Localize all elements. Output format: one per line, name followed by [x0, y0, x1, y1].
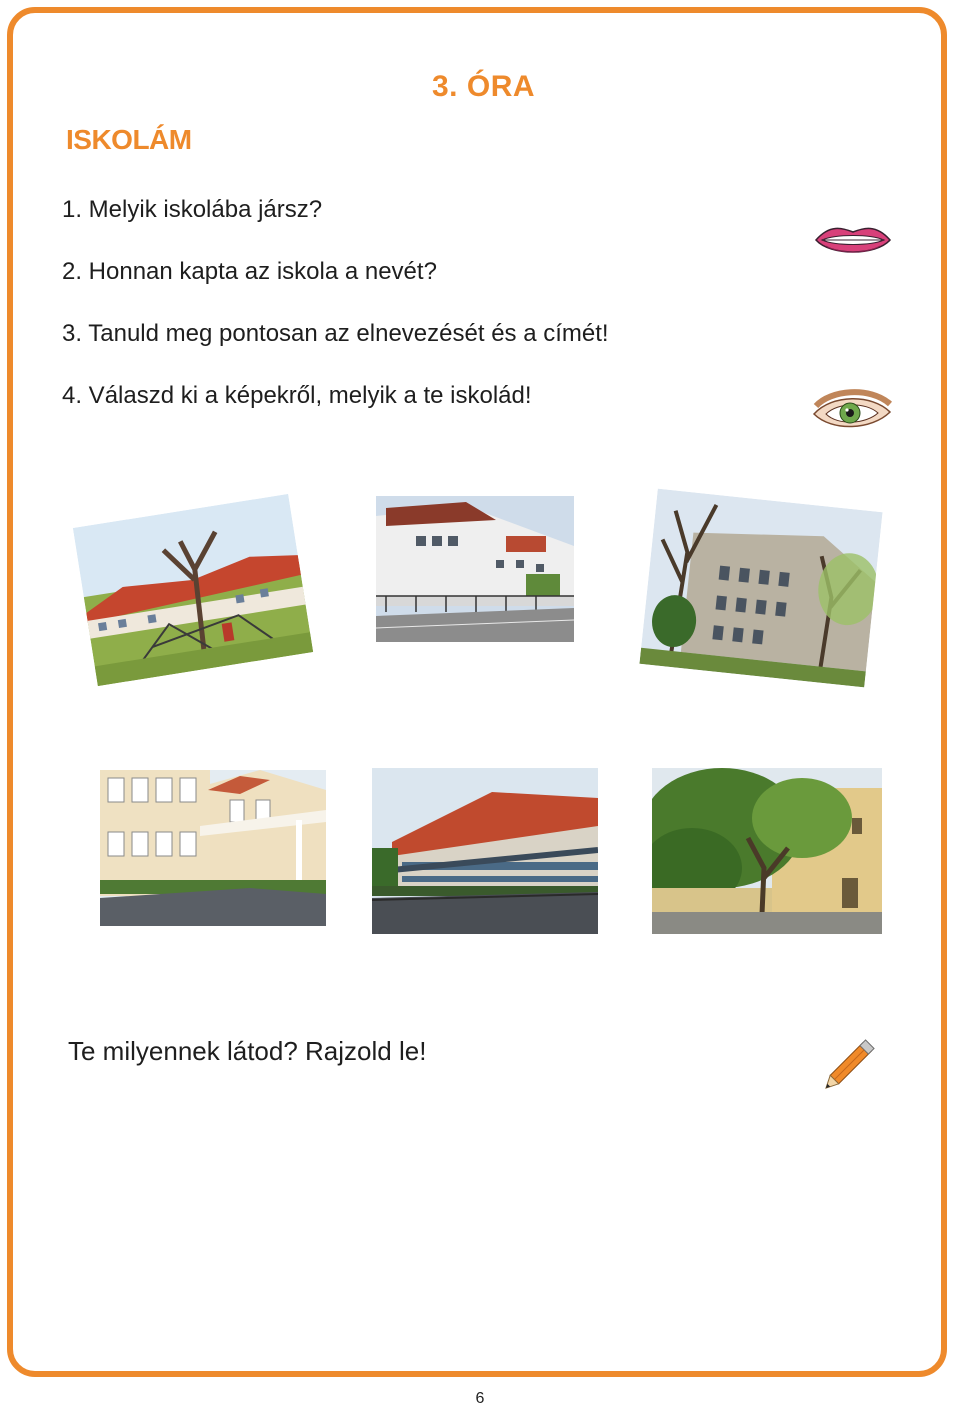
question-2: 2. Honnan kapta az iskola a nevét? — [62, 258, 437, 285]
eye-icon — [810, 386, 894, 436]
lesson-number: 3. ÓRA — [432, 70, 536, 103]
school-photo-5[interactable] — [372, 768, 598, 934]
mouth-icon — [812, 218, 894, 262]
page-number: 6 — [475, 1390, 485, 1407]
school-photo-6[interactable] — [652, 768, 882, 934]
question-3: 3. Tanuld meg pontosan az elnevezését és a címét! — [62, 320, 609, 347]
school-photo-2[interactable] — [376, 496, 574, 642]
school-photo-1[interactable] — [73, 494, 313, 686]
page-title: ISKOLÁM — [66, 124, 192, 155]
school-photo-3[interactable] — [639, 489, 882, 688]
question-4: 4. Válaszd ki a képekről, melyik a te iskolád! — [62, 382, 532, 409]
question-1: 1. Melyik iskolába jársz? — [62, 196, 323, 223]
pencil-icon — [812, 1028, 888, 1100]
drawing-prompt: Te milyennek látod? Rajzold le! — [68, 1036, 427, 1066]
school-photo-4[interactable] — [100, 770, 326, 926]
